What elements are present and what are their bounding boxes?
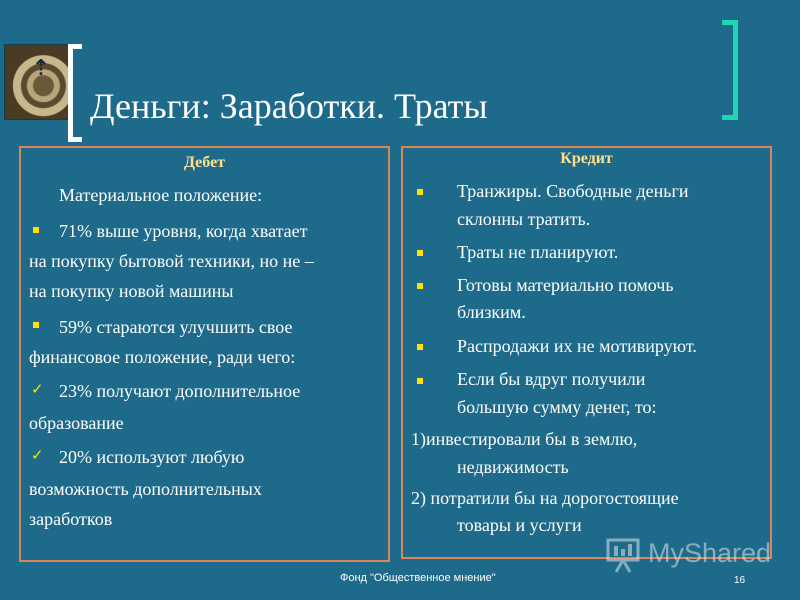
credit-numbered-1-line-1: 1)инвестировали бы в землю, bbox=[411, 429, 638, 449]
credit-item-2-line-1: Траты не планируют. bbox=[457, 242, 619, 262]
credit-item-1-line-1: Транжиры. Свободные деньги bbox=[457, 181, 689, 201]
square-bullet-icon bbox=[417, 378, 423, 384]
checkmark-icon: ✓ bbox=[31, 446, 44, 464]
presentation-board-icon bbox=[604, 534, 644, 574]
debit-intro: Материальное положение: bbox=[59, 185, 263, 205]
debit-item-1-line-1: 71% выше уровня, когда хватает bbox=[59, 221, 308, 241]
square-bullet-icon bbox=[417, 283, 423, 289]
square-bullet-icon bbox=[417, 344, 423, 350]
right-bracket-decoration bbox=[722, 20, 738, 120]
credit-panel bbox=[401, 146, 772, 559]
debit-item-4-line-3: заработков bbox=[29, 509, 113, 529]
left-bracket-decoration bbox=[68, 44, 82, 142]
watermark bbox=[604, 534, 784, 574]
square-bullet-icon bbox=[33, 227, 39, 233]
debit-item-3-line-1: 23% получают дополнительное bbox=[59, 381, 301, 401]
debit-item-1-line-3: на покупку новой машины bbox=[29, 281, 234, 301]
credit-item-5-line-1: Если бы вдруг получили bbox=[457, 369, 646, 389]
debit-item-4-line-2: возможность дополнительных bbox=[29, 479, 262, 499]
square-bullet-icon bbox=[33, 322, 39, 328]
credit-numbered-2-line-2: товары и услуги bbox=[457, 515, 582, 535]
checkmark-icon: ✓ bbox=[31, 380, 44, 398]
debit-item-3-line-2: образование bbox=[29, 413, 124, 433]
page-number: 16 bbox=[734, 575, 746, 586]
debit-panel bbox=[19, 146, 390, 562]
square-bullet-icon bbox=[417, 189, 423, 195]
credit-numbered-1-line-2: недвижимость bbox=[457, 457, 569, 477]
slide-title: Деньги: Заработки. Траты bbox=[90, 86, 488, 126]
debit-item-2-line-2: финансовое положение, ради чего: bbox=[29, 347, 296, 367]
debit-item-2-line-1: 59% стараются улучшить свое bbox=[59, 317, 293, 337]
credit-item-4-line-1: Распродажи их не мотивируют. bbox=[457, 336, 697, 356]
debit-item-1-line-2: на покупку бытовой техники, но не – bbox=[29, 251, 314, 271]
watermark-text: MyShared bbox=[648, 538, 772, 568]
credit-heading: Кредит bbox=[560, 150, 613, 167]
debit-heading: Дебет bbox=[183, 154, 226, 171]
credit-numbered-2-line-1: 2) потратили бы на дорогостоящие bbox=[411, 488, 679, 508]
credit-item-5-line-2: большую сумму денег, то: bbox=[457, 397, 657, 417]
credit-item-3-line-1: Готовы материально помочь bbox=[457, 275, 674, 295]
slide-footer: Фонд "Общественное мнение" bbox=[340, 572, 496, 584]
debit-item-4-line-1: 20% используют любую bbox=[59, 447, 245, 467]
square-bullet-icon bbox=[417, 250, 423, 256]
credit-item-1-line-2: склонны тратить. bbox=[457, 209, 591, 229]
arrow-up-icon: ⇡ bbox=[31, 56, 51, 81]
credit-item-3-line-2: близким. bbox=[457, 302, 526, 322]
